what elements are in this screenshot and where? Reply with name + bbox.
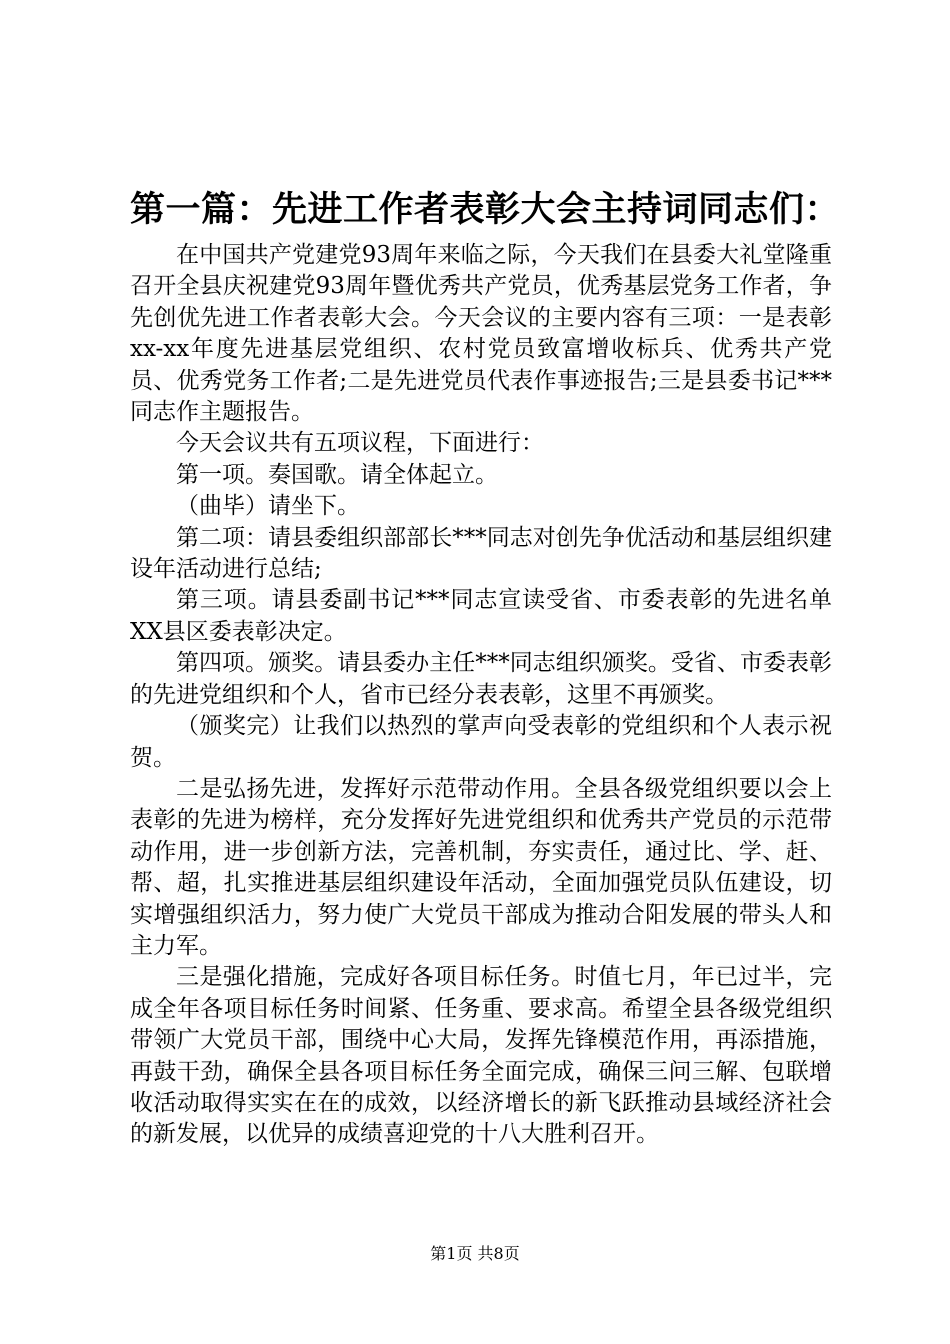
paragraph: 三是强化措施，完成好各项目标任务。时值七月，年已过半，完成全年各项目标任务时间紧、任务重、要求高。希望全县各级党组织带领广大党员干部，围绕中心大局，发挥先锋模范作用，再添措施，再鼓干劲，确保全县各项目标任务全面完成，确保三问三解、包联增收活动取得实实在在的成效，以经济增长的新飞跃推动县域经济社会的新发展，以优异的成绩喜迎党的十八大胜利召开。 [130, 964, 832, 1148]
paragraph: 在中国共产党建党93周年来临之际，今天我们在县委大礼堂隆重召开全县庆祝建党93周年暨优秀共产党员，优秀基层党务工作者，争先创优先进工作者表彰大会。今天会议的主要内容有三项：一是表彰xx-xx年度先进基层党组织、农村党员致富增收标兵、优秀共产党员、优秀党务工作者;二是先进党员代表作事迹报告;三是县委书记***同志作主题报告。 [130, 242, 832, 426]
paragraph: 二是弘扬先进，发挥好示范带动作用。全县各级党组织要以会上表彰的先进为榜样，充分发挥好先进党组织和优秀共产党员的示范带动作用，进一步创新方法，完善机制，夯实责任，通过比、学、赶、帮、超，扎实推进基层组织建设年活动，全面加强党员队伍建设，切实增强组织活力，努力使广大党员干部成为推动合阳发展的带头人和主力军。 [130, 775, 832, 959]
paragraph: 第一项。奏国歌。请全体起立。 [176, 461, 498, 488]
paragraph: 今天会议共有五项议程，下面进行： [176, 430, 544, 457]
paragraph: 第四项。颁奖。请县委办主任***同志组织颁奖。受省、市委表彰的先进党组织和个人，省市已经分表表彰，这里不再颁奖。 [130, 650, 832, 708]
paragraph: （曲毕）请坐下。 [176, 493, 360, 520]
page-footer: 第1页 共8页 [430, 1244, 520, 1263]
paragraph: （颁奖完）让我们以热烈的掌声向受表彰的党组织和个人表示祝贺。 [130, 713, 832, 771]
document-body [130, 240, 832, 1151]
paragraph: 第二项：请县委组织部部长***同志对创先争优活动和基层组织建设年活动进行总结; [130, 524, 832, 583]
paragraph: 第三项。请县委副书记***同志宣读受省、市委表彰的先进名单XX县区委表彰决定。 [130, 587, 832, 645]
document-title: 第一篇：先进工作者表彰大会主持词同志们： [130, 190, 841, 230]
